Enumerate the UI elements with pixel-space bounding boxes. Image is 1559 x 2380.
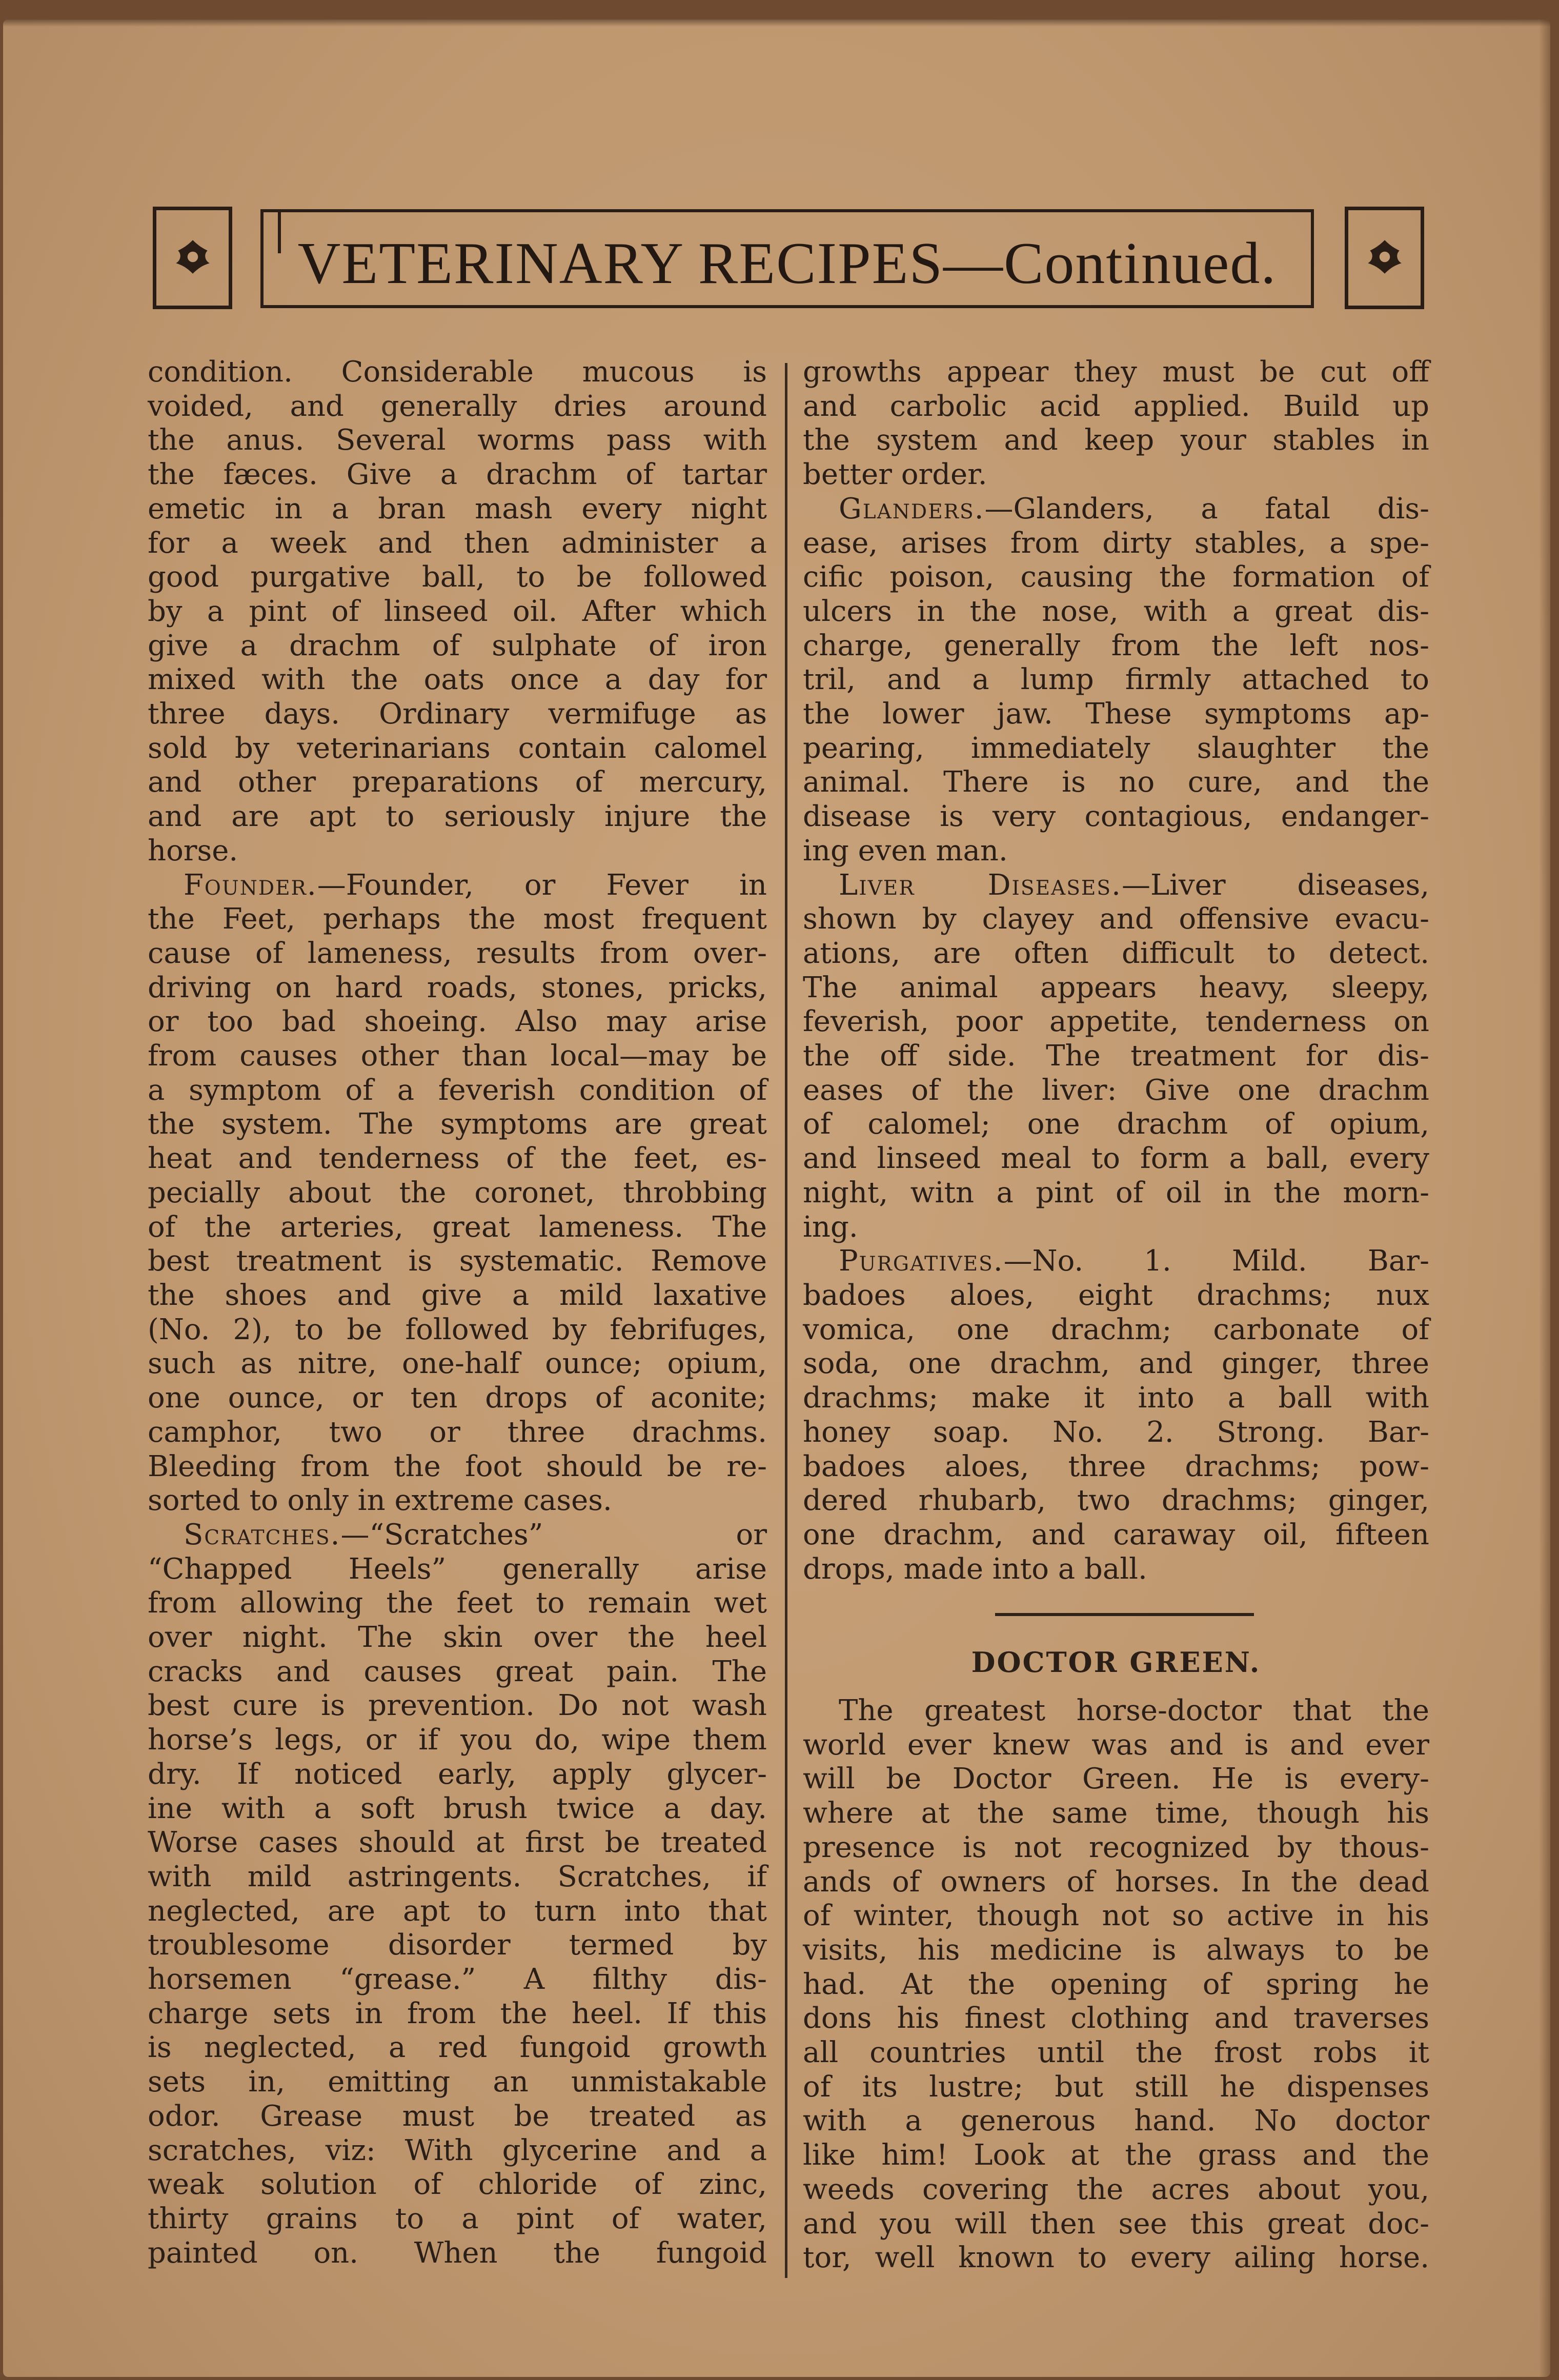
glanders-heading-rest: —Glanders, a fatal dis- [984, 492, 1429, 526]
text-line: disease is very contagious, endanger- [803, 800, 1429, 834]
text-line: world ever knew was and is and ever [803, 1728, 1429, 1762]
text-line: such as nitre, one-half ounce; opium, [148, 1347, 767, 1381]
text-line: sorted to only in extreme cases. [148, 1484, 612, 1518]
text-line: heat and tenderness of the feet, es- [148, 1142, 767, 1176]
text-line: of calomel; one drachm of opium, [803, 1107, 1429, 1141]
text-line: “Chapped Heels” generally arise [148, 1552, 767, 1586]
scratches-heading-rest: —“Scratches” or [340, 1518, 767, 1551]
text-line: pecially about the coronet, throbbing [148, 1176, 767, 1209]
text-line: and other preparations of mercury, [148, 765, 767, 799]
text-line: sets in, emitting an unmistakable [148, 2065, 767, 2099]
text-line: had. At the opening of spring he [803, 1967, 1429, 2001]
ornament-icon [172, 236, 214, 278]
text-line: and carbolic acid applied. Build up [803, 389, 1429, 423]
text-line: The animal appears heavy, sleepy, [803, 971, 1429, 1004]
text-line: soda, one drachm, and ginger, three [803, 1347, 1429, 1381]
text-line: animal. There is no cure, and the [803, 765, 1429, 799]
text-line: with mild astringents. Scratches, if [148, 1860, 767, 1893]
text-line: shown by clayey and offensive evacu- [803, 902, 1429, 936]
text-line: scratches, viz: With glycerine and a [148, 2133, 767, 2167]
text-line: and you will then see this great doc- [803, 2207, 1429, 2241]
text-line: with a generous hand. No doctor [803, 2104, 1429, 2138]
text-line: drachms; make it into a ball with [803, 1381, 1429, 1415]
text-line: thirty grains to a pint of water, [148, 2202, 767, 2235]
text-line: mixed with the oats once a day for [148, 663, 767, 697]
text-line: ing. [803, 1210, 858, 1244]
purgatives-heading: Purgatives. [839, 1244, 1004, 1278]
text-line: over night. The skin over the heel [148, 1621, 767, 1655]
scratches-heading: Scratches. [184, 1518, 341, 1551]
text-line: neglected, are apt to turn into that [148, 1894, 767, 1928]
column-divider [785, 363, 787, 2278]
text-line: charge sets in from the heel. If this [148, 1996, 767, 2030]
liver-heading-rest: —Liver diseases, [1121, 868, 1429, 902]
text-line: weak solution of chloride of zinc, [148, 2168, 767, 2202]
text-line: badoes aloes, eight drachms; nux [803, 1278, 1429, 1312]
text-line: best treatment is systematic. Remove [148, 1244, 767, 1278]
text-line: Worse cases should at first be treated [148, 1826, 767, 1860]
purgatives-heading-line [803, 1244, 1429, 1279]
text-line: camphor, two or three drachms. [148, 1415, 767, 1449]
glanders-heading-line [803, 492, 1429, 527]
text-line: dry. If noticed early, apply glycer- [148, 1757, 767, 1791]
text-line: one drachm, and caraway oil, fifteen [803, 1518, 1429, 1551]
text-line: Bleeding from the foot should be re- [148, 1449, 767, 1483]
text-line: good purgative ball, to be followed [148, 560, 767, 594]
text-line: cause of lameness, results from over- [148, 936, 767, 970]
text-line: by a pint of linseed oil. After which [148, 594, 767, 628]
right-emblem-box [1345, 207, 1424, 309]
text-line: feverish, poor appetite, tenderness on [803, 1005, 1429, 1039]
text-line: will be Doctor Green. He is every- [803, 1762, 1429, 1796]
text-line: of winter, though not so active in his [803, 1899, 1429, 1933]
text-line: one ounce, or ten drops of aconite; [148, 1381, 767, 1415]
text-line: is neglected, a red fungoid growth [148, 2031, 767, 2065]
text-line: badoes aloes, three drachms; pow- [803, 1449, 1429, 1483]
text-line: give a drachm of sulphate of iron [148, 629, 767, 662]
liver-heading: Liver Diseases. [839, 868, 1122, 902]
text-line: visits, his medicine is always to be [803, 1933, 1429, 1967]
text-line: from causes other than local—may be [148, 1039, 767, 1073]
left-column [148, 355, 767, 2270]
text-line: presence is not recognized by thous- [803, 1830, 1429, 1864]
text-line: dered rhubarb, two drachms; ginger, [803, 1484, 1429, 1518]
text-line: and linseed meal to form a ball, every [803, 1142, 1429, 1176]
text-line: ease, arises from dirty stables, a spe- [803, 526, 1429, 560]
text-line: tril, and a lump firmly attached to [803, 663, 1429, 697]
text-line: from allowing the feet to remain wet [148, 1586, 767, 1620]
text-line: troublesome disorder termed by [148, 1928, 767, 1962]
text-line: of the arteries, great lameness. The [148, 1210, 767, 1244]
text-line: the off side. The treatment for dis- [803, 1039, 1429, 1073]
text-line: the system. The symptoms are great [148, 1107, 767, 1141]
text-line: all countries until the frost robs it [803, 2036, 1429, 2070]
text-line: weeds covering the acres about you, [803, 2172, 1429, 2206]
right-column [803, 355, 1429, 1586]
text-line: best cure is prevention. Do not wash [148, 1689, 767, 1723]
text-line: emetic in a bran mash every night [148, 492, 767, 526]
page [3, 19, 1550, 2377]
text-line: driving on hard roads, stones, pricks, [148, 971, 767, 1004]
page-header [153, 189, 1424, 314]
text-line: vomica, one drachm; carbonate of [803, 1313, 1429, 1346]
left-emblem-box [153, 207, 232, 309]
text-line: ine with a soft brush twice a day. [148, 1791, 767, 1825]
text-line: condition. Considerable mucous is [148, 355, 767, 389]
text-line: growths appear they must be cut off [803, 355, 1429, 389]
text-line: the anus. Several worms pass with [148, 423, 767, 457]
text-line: the Feet, perhaps the most frequent [148, 902, 767, 936]
text-line: (No. 2), to be followed by febrifuges, [148, 1313, 767, 1346]
scratches-heading-line [148, 1518, 767, 1552]
founder-heading-line [148, 869, 767, 903]
glanders-heading: Glanders. [839, 492, 985, 526]
text-line: honey soap. No. 2. Strong. Bar- [803, 1415, 1429, 1449]
text-line: voided, and generally dries around [148, 389, 767, 423]
text-line: sold by veterinarians contain calomel [148, 731, 767, 765]
text-line: ations, are often difficult to detect. [803, 936, 1429, 970]
text-line: charge, generally from the left nos- [803, 629, 1429, 662]
text-line: ing even man. [803, 834, 1008, 868]
text-line: ands of owners of horses. In the dead [803, 1865, 1429, 1899]
text-line: of its lustre; but still he dispenses [803, 2070, 1429, 2104]
liver-heading-line [803, 869, 1429, 903]
text-line: dons his finest clothing and traverses [803, 2002, 1429, 2035]
founder-heading-rest: —Founder, or Fever in [317, 868, 767, 902]
purgatives-heading-rest: —No. 1. Mild. Bar- [1003, 1244, 1429, 1278]
founder-heading: Founder. [184, 868, 317, 902]
text-line: or too bad shoeing. Also may arise [148, 1005, 767, 1039]
doctor-green-section [803, 1694, 1429, 2275]
text-line: like him! Look at the grass and the [803, 2139, 1429, 2172]
text-line: pearing, immediately slaughter the [803, 731, 1429, 765]
text-line: The greatest horse-doctor that the [839, 1694, 1429, 1727]
text-line: horsemen “grease.” A filthy dis- [148, 1963, 767, 1996]
text-line: horse. [148, 834, 238, 868]
title-box [260, 209, 1314, 308]
text-line: odor. Grease must be treated as [148, 2099, 767, 2133]
text-line: and are apt to seriously injure the [148, 800, 767, 834]
doctor-green-heading: DOCTOR GREEN. [971, 1646, 1261, 1679]
text-line: horse’s legs, or if you do, wipe them [148, 1723, 767, 1757]
text-line: cific poison, causing the formation of [803, 560, 1429, 594]
text-line: a symptom of a feverish condition of [148, 1073, 767, 1107]
text-line: painted on. When the fungoid [148, 2236, 767, 2270]
text-line: for a week and then administer a [148, 526, 767, 560]
page-top-edge [3, 19, 1550, 27]
text-line: cracks and causes great pain. The [148, 1655, 767, 1688]
section-rule [995, 1613, 1254, 1616]
text-line: where at the same time, though his [803, 1797, 1429, 1830]
text-line: eases of the liver: Give one drachm [803, 1073, 1429, 1107]
text-line: tor, well known to every ailing horse. [803, 2241, 1429, 2275]
text-line: the fæces. Give a drachm of tartar [148, 458, 767, 492]
page-right-edge [1539, 19, 1550, 2377]
text-line: drops, made into a ball. [803, 1552, 1147, 1586]
ornament-icon [1364, 236, 1406, 278]
text-line: the system and keep your stables in [803, 423, 1429, 457]
text-line: better order. [803, 458, 987, 492]
text-line: night, witn a pint of oil in the morn- [803, 1176, 1429, 1209]
text-line: the lower jaw. These symptoms ap- [803, 697, 1429, 731]
page-title: VETERINARY RECIPES—Continued. [297, 231, 1277, 296]
text-line: the shoes and give a mild laxative [148, 1278, 767, 1312]
text-line: three days. Ordinary vermifuge as [148, 697, 767, 731]
text-line: ulcers in the nose, with a great dis- [803, 594, 1429, 628]
